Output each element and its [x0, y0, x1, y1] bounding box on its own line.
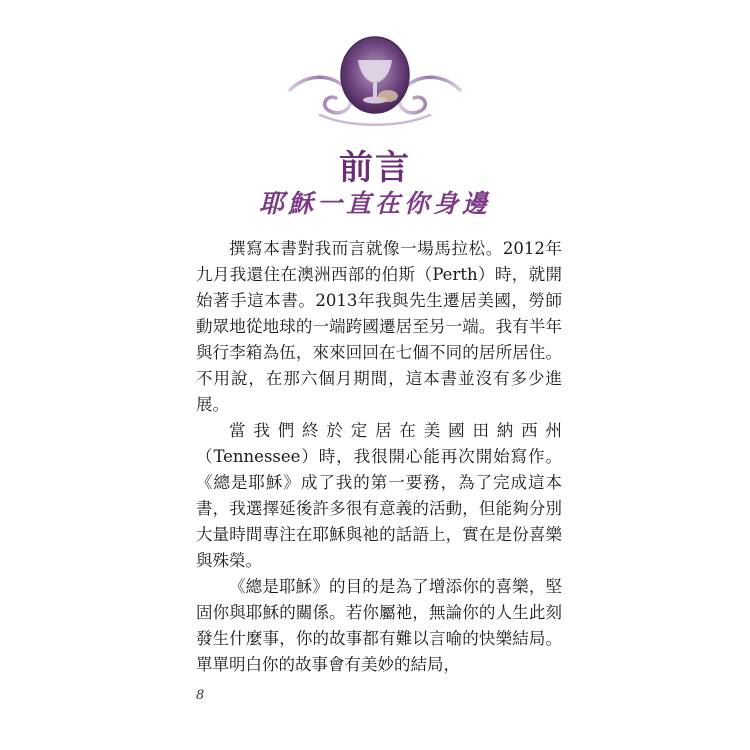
chalice-ornament-icon	[280, 30, 470, 130]
chapter-title: 前言	[339, 148, 411, 188]
paragraph: 當我們終於定居在美國田納西州（Tennessee）時，我很開心能再次開始寫作。《總是耶穌》成了我的第一要務，為了完成這本書，我選擇延後許多很有意義的活動，但能夠分別大量時間專注在耶穌與祂的話語上，實在是份喜樂與殊榮。	[196, 421, 562, 570]
page-number: 8	[196, 688, 205, 703]
paragraph: 撰寫本書對我而言就像一場馬拉松。2012年九月我還住在澳洲西部的伯斯（Perth）時，就開始著手這本書。2013年我與先生遷居美國，勞師動眾地從地球的一端跨國遷居至另一端。我有半年與行李箱為伍，來來回回在七個不同的居所居住。不用說，在那六個月期間，這本書並沒有多少進展。	[196, 239, 562, 414]
paragraph: 《總是耶穌》的目的是為了增添你的喜樂，堅固你與耶穌的關係。若你屬祂，無論你的人生此刻發生什麼事，你的故事都有難以言喻的快樂結局。單單明白你的故事會有美妙的結局，	[196, 577, 562, 674]
body-text	[196, 236, 562, 678]
chapter-subtitle: 耶穌一直在你身邊	[258, 189, 491, 218]
